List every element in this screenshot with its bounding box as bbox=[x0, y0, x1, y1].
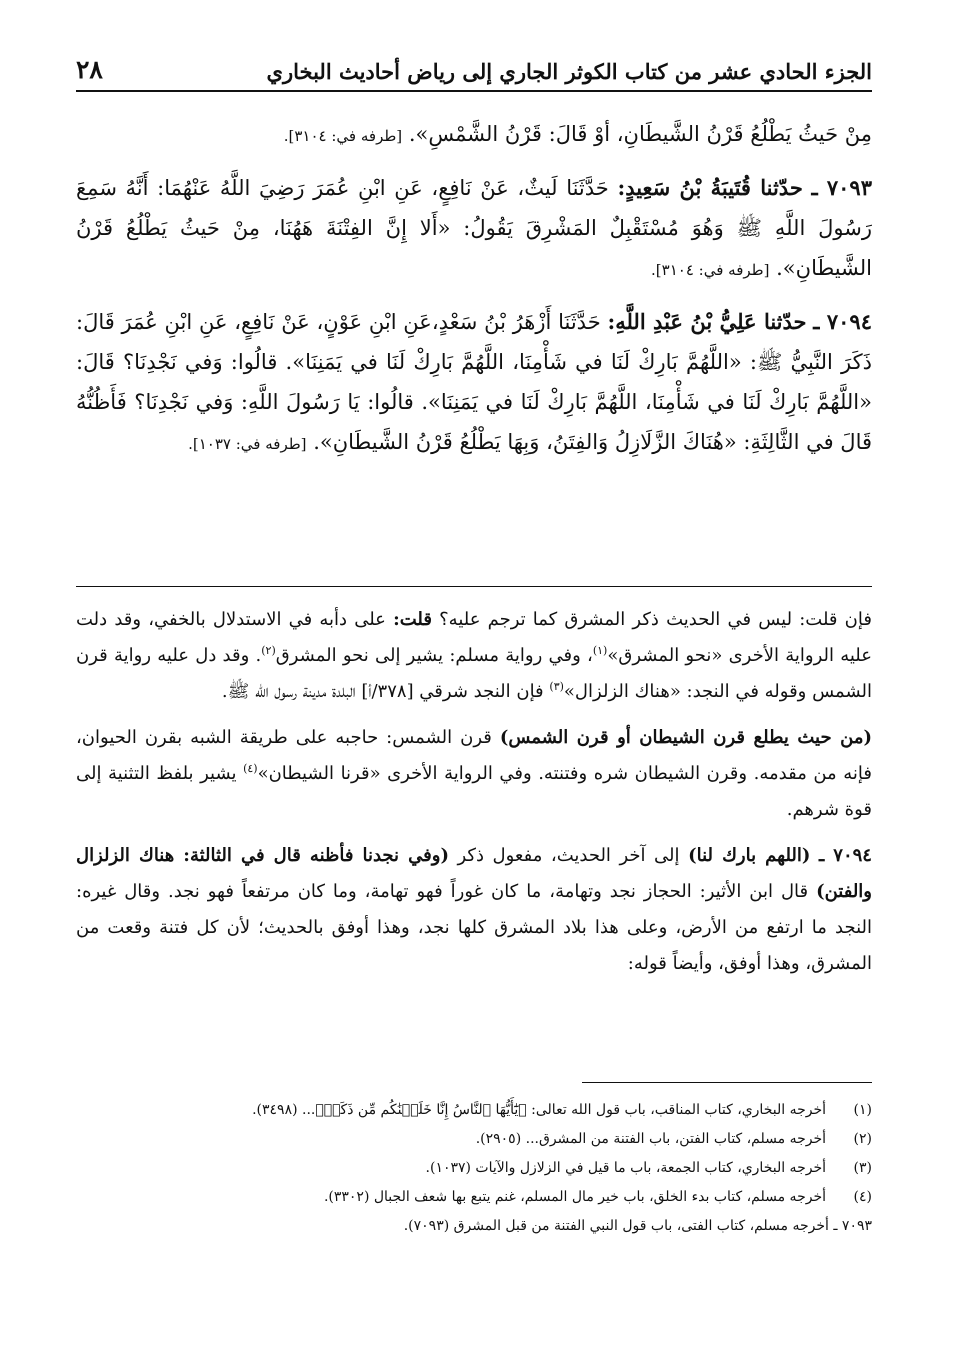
book-page bbox=[76, 0, 872, 1361]
qult-label: قلت: bbox=[393, 609, 432, 630]
footnote-marker[interactable]: (١) bbox=[592, 644, 608, 657]
hadith-section bbox=[76, 114, 872, 476]
commentary-text: قال ابن الأثير: الحجاز نجد وتهامة، ما كان غوراً فهو تهامة، وما كان مرتفعاً فهو نجد. وقال غيره: النجد ما ارتفع من الأرض، وعلى هذا بلاد المشرق كلها نجد، وهذا أوفق بالحديث؛ لأن كل فتنة وقعت من المشرق، وهذا أوفق، وأيضاً قوله: bbox=[76, 881, 872, 974]
commentary-text: قرن الشمس: حاجبه على طريقة الشبه بقرن الحيوان، فإنه من مقدمه. وقرن الشيطان شره وفتنته. وفي الرواية الأخرى «قرنا الشيطان» bbox=[76, 727, 872, 784]
footnote-number: (٣) bbox=[853, 1160, 872, 1176]
hadith-text: حَدَّثَنَا لَيثٌ، عَنْ نَافِعٍ، عَنِ ابْنِ عُمَرَ رَضِيَ اللَّهُ عَنْهُمَا: أَنَّهُ سَمِعَ رَسُولَ اللَّهِ ﷺ وَهُوَ مُسْتَقْبِلٌ المَشْرِقَ يَقُولُ: «أَلا إِنَّ الفِتْنَةَ هَهُنَا، مِنْ حَيثُ يَطْلُعُ قَرْنُ الشَّيطَانِ». bbox=[76, 176, 872, 280]
commentary-text: على دأبه في الاستدلال بالخفي، وقد دلت عليه الرواية الأخرى «نحو المشرق» bbox=[76, 609, 872, 666]
footnote-number: (٢) bbox=[853, 1131, 872, 1147]
tarf-reference: [طرفه في: ٣١٠٤]. bbox=[651, 261, 770, 279]
hadith-narrator: حدّثنا قُتَيبَةُ بْنُ سَعِيدٍ: bbox=[617, 175, 803, 200]
hadith-number: ٧٠٩٤ ـ bbox=[813, 309, 872, 334]
commentary-paragraph-3 bbox=[76, 838, 872, 982]
footnote-item bbox=[76, 1212, 872, 1241]
commentary-text: يشير بلفظ التثنية إلى قوة شرهم. bbox=[76, 763, 872, 820]
commentary-text: فإن النجد شرقي [٣٧٨/أ] البلدة مدينة رسول الله ﷺ. bbox=[221, 681, 544, 702]
hadith-continuation bbox=[76, 114, 872, 156]
tarf-reference: [طرفه في: ٣١٠٤]. bbox=[283, 127, 403, 145]
tarf-reference: [طرفه في: ١٠٣٧]. bbox=[188, 435, 307, 453]
page-header bbox=[76, 52, 872, 92]
footnote-text: أخرجه البخاري، كتاب الجمعة، باب ما قيل في الزلازل والآيات (١٠٣٧). bbox=[425, 1160, 826, 1176]
hadith-number: ٧٠٩٤ ـ bbox=[818, 845, 872, 866]
section-divider bbox=[76, 586, 872, 587]
footnotes bbox=[76, 1096, 872, 1241]
hadith-7093 bbox=[76, 168, 872, 290]
hadith-continuation-text: مِنْ حَيثُ يَطْلُعُ قَرْنُ الشَّيطَانِ، أوْ قَالَ: قَرْنُ الشَّمْسِ». bbox=[408, 122, 872, 146]
commentary-heading: (اللهم بارك لنا) bbox=[688, 845, 811, 866]
footnote-number: (٤) bbox=[853, 1189, 872, 1205]
commentary-text: ، وفي رواية مسلم: يشير إلى نحو المشرق bbox=[275, 645, 593, 666]
page-number: ٢٨ bbox=[76, 55, 103, 84]
footnote-text: أخرجه مسلم، كتاب بدء الخلق، باب خير مال المسلم، غنم يتبع بها شعف الجبال (٣٣٠٢). bbox=[323, 1189, 826, 1205]
footnote-number: (١) bbox=[853, 1102, 872, 1118]
footnote-text: أخرجه مسلم، كتاب الفتن، باب الفتنة من المشرق... (٢٩٠٥). bbox=[475, 1131, 826, 1147]
footnote-item bbox=[76, 1096, 872, 1125]
hadith-text: حَدَّثَنَا أَزْهَرُ بْنُ سَعْدٍ،عَنِ ابْنِ عَوْنٍ، عَنْ نَافِعٍ، عَنِ ابْنِ عُمَرَ قَالَ: ذَكَرَ النَّبِيُّ ﷺ: «اللَّهُمَّ بَارِكْ لَنَا في شَأْمِنَا، اللَّهُمَّ بَارِكْ لَنَا في يَمَنِنَا». قالُوا: وَفي نَجْدِنَا؟ قَالَ: «اللَّهُمَّ بَارِكْ لَنَا في شَأْمِنَا، اللَّهُمَّ بَارِكْ لَنَا في يَمَنِنَا». قالُوا: يَا رَسُولَ اللَّهِ: وَفي نَجْدِنَا؟ فَأَظُنُّهُ قَالَ في الثَّالِثَةِ: «هُنَاكَ الزَّلَازِلُ وَالفِتَنُ، وَبِهَا يَطْلُعُ قَرْنُ الشَّيطَانِ». bbox=[76, 310, 872, 454]
hadith-7094 bbox=[76, 302, 872, 464]
commentary-heading: (من حيث يطلع قرن الشيطان أو قرن الشمس) bbox=[499, 727, 872, 748]
running-title: الجزء الحادي عشر من كتاب الكوثر الجاري إلى رياض أحاديث البخاري bbox=[266, 59, 872, 84]
commentary-paragraph-1 bbox=[76, 602, 872, 710]
footnote-item bbox=[76, 1183, 872, 1212]
footnote-marker[interactable]: (٣) bbox=[549, 680, 564, 693]
footnote-item bbox=[76, 1154, 872, 1183]
footnote-marker[interactable]: (٤) bbox=[243, 762, 258, 775]
footnote-text: أخرجه البخاري، كتاب المناقب، باب قول الله تعالى: ﴿يَٰٓأَيُّهَا ٱلنَّاسُ إِنَّا خَلَقۡنَٰكُم مِّن ذَكَرٖ﴾... (٣٤٩٨). bbox=[252, 1102, 826, 1118]
commentary-text: . وقد دل عليه رواية قرن الشمس وقوله في النجد: «هناك الزلزال» bbox=[76, 645, 872, 702]
footnote-text: ٧٠٩٣ ـ أخرجه مسلم، كتاب الفتى، باب قول النبي الفتنة من قبل المشرق (٧٠٩٣). bbox=[403, 1218, 872, 1234]
commentary-heading: (وفي نجدنا فأظنه قال في الثالثة: هناك الزلزال والفتن) bbox=[76, 845, 872, 902]
commentary-text: إلى آخر الحديث، مفعول ذكر bbox=[457, 845, 680, 866]
hadith-number: ٧٠٩٣ ـ bbox=[811, 175, 872, 200]
footnote-item bbox=[76, 1125, 872, 1154]
commentary-section bbox=[76, 602, 872, 992]
footnote-marker[interactable]: (٢) bbox=[261, 644, 276, 657]
commentary-text: فإن قلت: ليس في الحديث ذكر المشرق كما ترجم عليه؟ bbox=[439, 609, 872, 630]
footnote-divider bbox=[582, 1082, 872, 1083]
hadith-narrator: حدّثنا عَلِيُّ بْنُ عَبْدِ اللَّهِ: bbox=[607, 309, 807, 334]
commentary-paragraph-2 bbox=[76, 720, 872, 828]
